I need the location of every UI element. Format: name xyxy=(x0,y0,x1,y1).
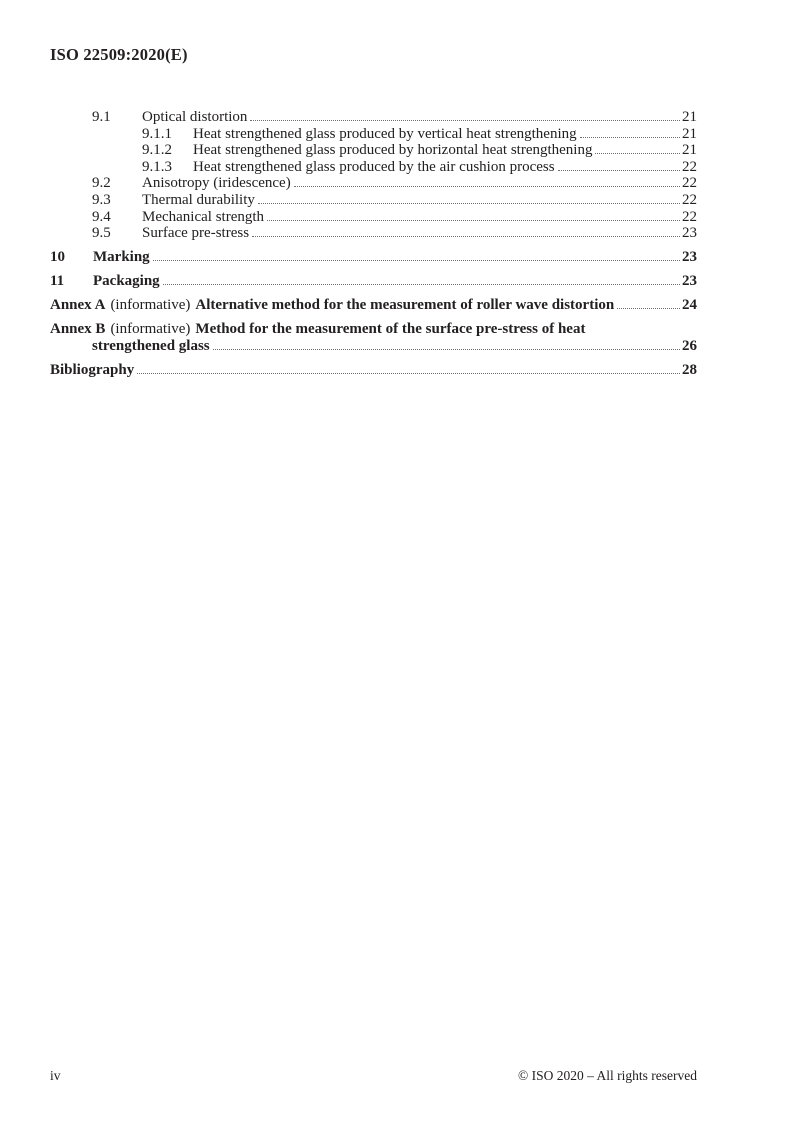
dotted-leader xyxy=(258,203,680,204)
toc-entry-9-4[interactable] xyxy=(50,209,697,226)
toc-entry-title: Alternative method for the measurement of roller wave distortion xyxy=(195,296,615,313)
toc-entry-number: 9.1.3 xyxy=(142,158,172,175)
toc-entry-page: 22 xyxy=(682,175,697,192)
toc-entry-9-3[interactable] xyxy=(50,192,697,209)
dotted-leader xyxy=(558,170,680,171)
copyright-notice: © ISO 2020 – All rights reserved xyxy=(518,1068,697,1083)
toc-entry-title: Bibliography xyxy=(50,361,135,378)
dotted-leader xyxy=(294,186,680,187)
toc-entry-title: Method for the measurement of the surface pre-stress of heat xyxy=(195,320,586,337)
toc-entry-title: Heat strengthened glass produced by vertical heat strengthening xyxy=(193,125,577,142)
annex-label: Annex A xyxy=(50,296,106,313)
toc-entry-number: 9.4 xyxy=(92,208,111,225)
toc-entry-clause-10[interactable] xyxy=(50,249,697,266)
toc-entry-page: 23 xyxy=(682,248,697,265)
toc-entry-title: Heat strengthened glass produced by horizontal heat strengthening xyxy=(193,142,593,159)
toc-entry-page: 21 xyxy=(682,109,697,125)
toc-entry-page: 21 xyxy=(682,125,697,142)
toc-entry-title: Mechanical strength xyxy=(142,208,265,225)
toc-entry-number: 9.1.1 xyxy=(142,125,172,142)
toc-entry-9-1-3[interactable] xyxy=(50,159,697,176)
toc-entry-number: 9.5 xyxy=(92,225,111,242)
toc-entry-9-2[interactable] xyxy=(50,175,697,192)
dotted-leader xyxy=(252,236,680,237)
toc-entry-title: Surface pre-stress xyxy=(142,225,250,242)
document-reference-header: ISO 22509:2020(E) xyxy=(50,45,188,64)
annex-qualifier: (informative) xyxy=(110,296,191,313)
toc-entry-9-1-2[interactable] xyxy=(50,142,697,159)
dotted-leader xyxy=(595,153,680,154)
toc-entry-title-continued: strengthened glass xyxy=(92,337,210,354)
toc-entry-9-1[interactable] xyxy=(50,109,697,126)
page-number-roman: iv xyxy=(50,1068,61,1083)
toc-entry-annex-b-line1[interactable] xyxy=(50,321,697,338)
toc-entry-annex-b-line2[interactable] xyxy=(50,338,697,355)
toc-entry-9-1-1[interactable] xyxy=(50,126,697,143)
toc-entry-title: Packaging xyxy=(93,272,160,289)
toc-entry-annex-a[interactable] xyxy=(50,297,697,314)
toc-entry-page: 22 xyxy=(682,158,697,175)
dotted-leader xyxy=(153,260,680,261)
toc-entry-title: Marking xyxy=(93,248,150,265)
table-of-contents xyxy=(50,109,697,379)
dotted-leader xyxy=(617,308,680,309)
toc-entry-title: Optical distortion xyxy=(142,109,248,125)
toc-entry-9-5[interactable] xyxy=(50,225,697,242)
dotted-leader xyxy=(213,349,680,350)
toc-entry-title: Thermal durability xyxy=(142,191,255,208)
toc-entry-title: Anisotropy (iridescence) xyxy=(142,175,291,192)
toc-entry-number: 9.2 xyxy=(92,175,111,192)
toc-entry-title: Heat strengthened glass produced by the air cushion process xyxy=(193,158,555,175)
annex-label: Annex B xyxy=(50,320,106,337)
toc-entry-page: 28 xyxy=(682,361,697,378)
toc-entry-page: 23 xyxy=(682,272,697,289)
toc-entry-page: 24 xyxy=(682,296,697,313)
toc-entry-page: 23 xyxy=(682,225,697,242)
toc-entry-number: 10 xyxy=(50,248,65,265)
toc-entry-number: 9.1 xyxy=(92,109,111,125)
toc-entry-page: 21 xyxy=(682,142,697,159)
toc-entry-page: 22 xyxy=(682,208,697,225)
dotted-leader xyxy=(267,220,680,221)
page-footer xyxy=(50,1068,697,1084)
annex-qualifier: (informative) xyxy=(110,320,191,337)
dotted-leader xyxy=(137,373,680,374)
toc-entry-page: 26 xyxy=(682,337,697,354)
dotted-leader xyxy=(580,137,680,138)
toc-entry-number: 11 xyxy=(50,272,65,289)
toc-entry-bibliography[interactable] xyxy=(50,362,697,379)
toc-entry-number: 9.1.2 xyxy=(142,142,172,159)
dotted-leader xyxy=(163,284,680,285)
toc-entry-number: 9.3 xyxy=(92,191,111,208)
toc-entry-clause-11[interactable] xyxy=(50,273,697,290)
toc-entry-page: 22 xyxy=(682,191,697,208)
dotted-leader xyxy=(250,120,680,121)
